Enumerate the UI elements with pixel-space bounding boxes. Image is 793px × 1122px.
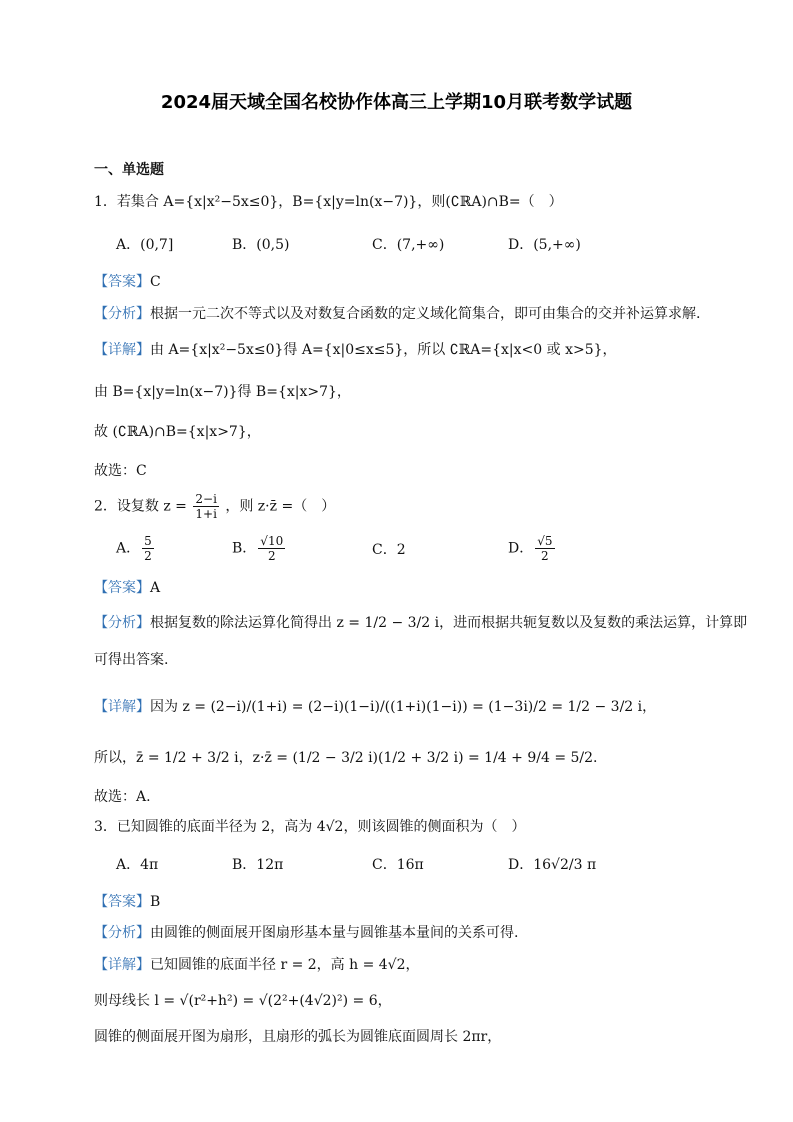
q2-detail-line1: 因为 z = (2−i)/(1+i) = (2−i)(1−i)/((1+i)(1−i)) = (1−3i)/2 = 1/2 − 3/2 i， [150,699,657,715]
q3-option-a: A．4π [116,857,159,873]
q3-analysis [94,923,518,943]
answer-tag: 【答案】 [94,580,150,596]
q3-option-d: D．16√2/3 π [508,857,597,873]
q2-detail [94,697,656,717]
q2-option-c: C．2 [372,542,406,558]
q2-analysis-line2: 可得出答案. [94,652,169,668]
q2-option-b-label: B． [232,540,257,557]
q1-detail-line3: 故 (∁ℝA)∩B={x|x>7}， [94,424,261,440]
q3-stem: 3．已知圆锥的底面半径为 2，高为 4√2，则该圆锥的侧面积为（ ） [94,819,526,835]
q2-option-d-num: √5 [537,534,553,548]
q1-conclusion: 故选：C [94,463,147,479]
q2-option-a-den: 2 [144,549,152,563]
q2-option-d-label: D． [508,540,534,557]
analysis-tag: 【分析】 [94,306,150,322]
q2-stem-pre: 2．设复数 z = [94,498,187,515]
q2-option-d [508,534,557,563]
q1-option-c: C．(7,+∞) [372,237,445,253]
page-title: 2024届天域全国名校协作体高三上学期10月联考数学试题 [160,92,633,113]
q1-detail [94,340,617,360]
q2-stem-den: 1+i [195,507,217,521]
q2-option-b-fraction [258,534,285,563]
detail-tag: 【详解】 [94,957,150,973]
q3-detail-line2: 则母线长 l = √(r²+h²) = √(2²+(4√2)²) = 6， [94,993,392,1009]
q2-stem-num: 2−i [195,492,217,506]
q3-detail-line3: 圆锥的侧面展开图为扇形，且扇形的弧长为圆锥底面圆周长 2πr， [94,1029,502,1045]
q3-answer-value: B [150,894,161,910]
q1-detail-line2: 由 B={x|y=ln(x−7)}得 B={x|x>7}， [94,384,351,400]
q2-option-d-fraction [535,534,554,563]
q2-analysis [94,613,747,633]
section-heading: 一、单选题 [94,162,164,178]
q1-option-b: B．(0,5) [232,237,290,253]
q3-answer [94,892,160,912]
answer-tag: 【答案】 [94,274,150,290]
q1-option-a: A．(0,7] [116,237,174,253]
q2-option-a-label: A． [116,540,141,557]
q3-detail-line1: 已知圆锥的底面半径 r = 2，高 h = 4√2， [150,957,420,973]
q1-answer [94,272,161,292]
q3-option-b: B．12π [232,857,284,873]
q3-analysis-text: 由圆锥的侧面展开图扇形基本量与圆锥基本量间的关系可得. [150,925,519,941]
detail-tag: 【详解】 [94,342,150,358]
analysis-tag: 【分析】 [94,615,150,631]
q3-detail [94,955,420,975]
q2-analysis-line1: 根据复数的除法运算化简得出 z = 1/2 − 3/2 i，进而根据共轭复数以及复数的乘法运算，计算即 [150,615,748,631]
q1-detail-line1: 由 A={x|x²−5x≤0}得 A={x|0≤x≤5}，所以 ∁ℝA={x|x<0 或 x>5}， [150,342,617,358]
q1-stem: 1．若集合 A={x|x²−5x≤0}，B={x|y=ln(x−7)}，则(∁ℝA)∩B=（ ） [94,194,563,210]
q2-option-b [232,534,287,563]
analysis-tag: 【分析】 [94,925,150,941]
q2-option-b-num: √10 [260,534,284,548]
q1-answer-value: C [150,274,161,290]
detail-tag: 【详解】 [94,699,150,715]
q1-analysis [94,304,700,324]
q2-stem [94,492,335,521]
answer-tag: 【答案】 [94,894,150,910]
q2-option-a-fraction [142,534,154,563]
q2-answer-value: A [150,580,161,596]
q2-answer [94,578,160,598]
q2-stem-fraction [193,492,219,521]
q1-option-d: D．(5,+∞) [508,237,581,253]
q2-option-d-den: 2 [541,549,549,563]
q2-detail-line2: 所以，z̄ = 1/2 + 3/2 i，z·z̄ = (1/2 − 3/2 i)(1/2 + 3/2 i) = 1/4 + 9/4 = 5/2. [94,750,598,766]
q2-option-b-den: 2 [267,549,276,563]
q2-option-a-num: 5 [144,534,152,548]
q3-option-c: C．16π [372,857,424,873]
q1-analysis-text: 根据一元二次不等式以及对数复合函数的定义域化简集合，即可由集合的交并补运算求解. [150,306,701,322]
q2-stem-post: ，则 z·z̄ =（ ） [225,498,336,515]
q2-conclusion: 故选：A. [94,789,151,805]
q2-option-a [116,534,156,563]
